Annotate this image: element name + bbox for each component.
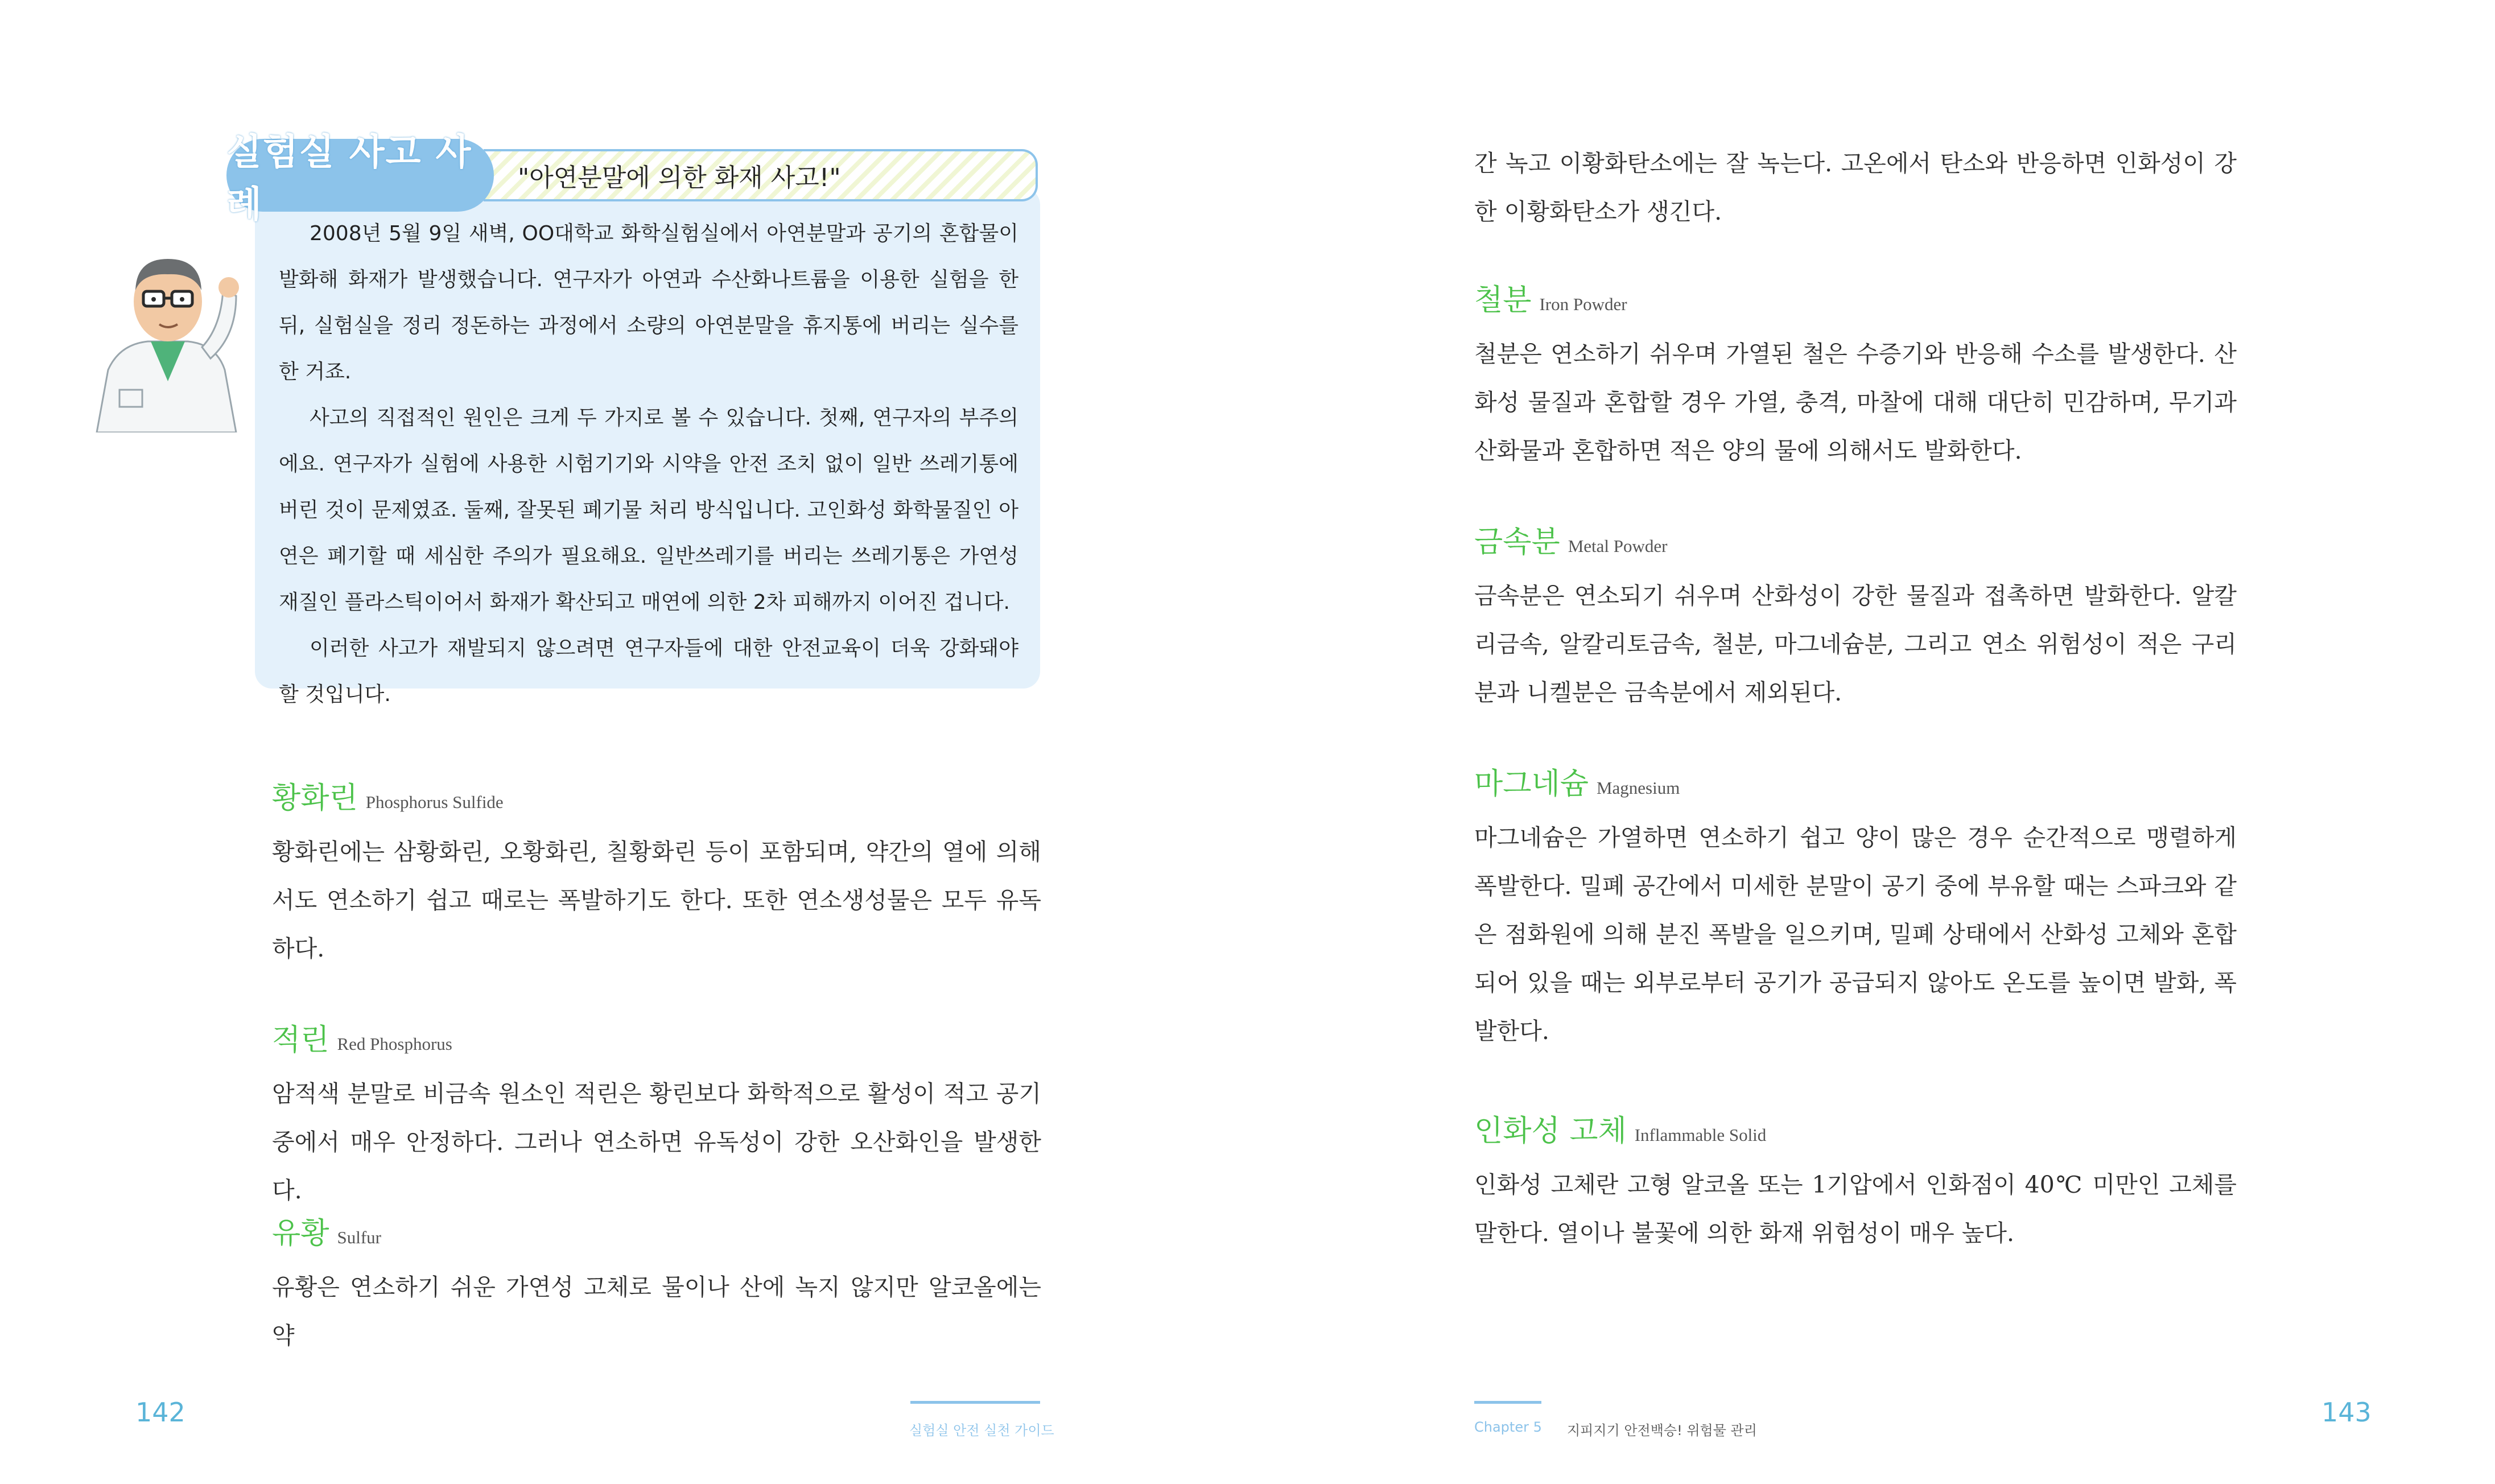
footer-chapter: Chapter 5 [1474, 1419, 1542, 1435]
section-title-en: Iron Powder [1539, 294, 1627, 314]
section-heading-magnesium [1474, 760, 1680, 802]
accident-case-tab [226, 131, 494, 226]
section-body-red-phosphorus: 암적색 분말로 비금속 원소인 적린은 황린보다 화학적으로 활성이 적고 공기 중에서 매우 안정하다. 그러나 연소하면 유독성이 강한 오산화인을 발생한다. [272, 1080, 1041, 1204]
left-page [0, 0, 1247, 1484]
section-body-metal-powder: 금속분은 연소되기 쉬우며 산화성이 강한 물질과 접촉하면 발화한다. 알칼리금속, 알칼리토금속, 철분, 마그네슘분, 그리고 연소 위험성이 적은 구리분과 니켈분은 금속분에서 제외된다. [1474, 582, 2237, 706]
section-title-en: Magnesium [1596, 778, 1680, 798]
footer-divider [910, 1401, 1040, 1404]
right-page [1247, 0, 2495, 1484]
section-title-en: Inflammable Solid [1634, 1125, 1767, 1145]
section-heading-phosphorus-sulfide [272, 774, 504, 817]
section-title-en: Sulfur [337, 1227, 381, 1247]
scientist-illustration [74, 228, 256, 432]
page-number: 142 [135, 1397, 185, 1428]
section-body-iron-powder: 철분은 연소하기 쉬우며 가열된 철은 수증기와 반응해 수소를 발생한다. 산화성 물질과 혼합할 경우 가열, 충격, 마찰에 대해 대단히 민감하며, 무기과산화물과 혼합하면 적은 양의 물에 의해서도 발화한다. [1474, 340, 2237, 464]
accident-case-paragraph: 사고의 직접적인 원인은 크게 두 가지로 볼 수 있습니다. 첫째, 연구자의 부주의에요. 연구자가 실험에 사용한 시험기기와 시약을 안전 조치 없이 일반 쓰레기통에 버린 것이 문제였죠. 둘째, 잘못된 폐기물 처리 방식입니다. 고인화성 화학물질인 아연은 폐기할 때 세심한 주의가 필요해요. 일반쓰레기를 버리는 쓰레기통은 가연성 재질인 플라스틱이어서 화재가 확산되고 매연에 의한 2차 피해까지 이어진 겁니다. [279, 406, 1018, 614]
footer-divider [1474, 1401, 1541, 1404]
section-body-magnesium: 마그네슘은 가열하면 연소하기 쉽고 양이 많은 경우 순간적으로 맹렬하게 폭발한다. 밀폐 공간에서 미세한 분말이 공기 중에 부유할 때는 스파크와 같은 점화원에 의해 분진 폭발을 일으키며, 밀폐 상태에서 산화성 고체와 혼합되어 있을 때는 외부로부터 공기가 공급되지 않아도 온도를 높이면 발화, 폭발한다. [1474, 824, 2237, 1045]
page-number: 143 [2321, 1397, 2372, 1428]
continued-paragraph: 간 녹고 이황화탄소에는 잘 녹는다. 고온에서 탄소와 반응하면 인화성이 강한 이황화탄소가 생긴다. [1474, 150, 2237, 225]
section-heading-red-phosphorus [272, 1016, 452, 1058]
section-body-phosphorus-sulfide: 황화린에는 삼황화린, 오황화린, 칠황화린 등이 포함되며, 약간의 열에 의해서도 연소하기 쉽고 때로는 폭발하기도 한다. 또한 연소생성물은 모두 유독하다. [272, 838, 1041, 962]
section-body-sulfur: 유황은 연소하기 쉬운 가연성 고체로 물이나 산에 녹지 않지만 알코올에는 약 [272, 1273, 1041, 1349]
section-heading-metal-powder [1474, 518, 1667, 560]
section-heading-iron-powder [1474, 276, 1627, 319]
section-title-en: Red Phosphorus [337, 1034, 452, 1054]
accident-case-title-bar [484, 149, 1038, 201]
footer-book-title: 실험실 안전 실천 가이드 [909, 1423, 1054, 1438]
section-heading-sulfur [272, 1209, 381, 1252]
section-title-ko: 마그네슘 [1474, 767, 1589, 801]
section-body-inflammable-solid: 인화성 고체란 고형 알코올 또는 1기압에서 인화점이 40℃ 미만인 고체를 말한다. 열이나 불꽃에 의한 화재 위험성이 매우 높다. [1474, 1171, 2237, 1247]
section-title-en: Phosphorus Sulfide [365, 792, 504, 812]
accident-case-paragraph: 이러한 사고가 재발되지 않으려면 연구자들에 대한 안전교육이 더욱 강화돼야 할 것입니다. [279, 637, 1018, 706]
section-title-ko: 금속분 [1474, 525, 1560, 559]
accident-case-paragraph: 2008년 5월 9일 새벽, OO대학교 화학실험실에서 아연분말과 공기의 혼합물이 발화해 화재가 발생했습니다. 연구자가 아연과 수산화나트륨을 이용한 실험을 한 뒤, 실험실을 정리 정돈하는 과정에서 소량의 아연분말을 휴지통에 버리는 실수를 한 거죠. [279, 222, 1018, 384]
accident-case-tab-label: 실험실 사고 사례 [226, 131, 472, 226]
section-title-ko: 적린 [272, 1023, 329, 1057]
section-heading-inflammable-solid [1474, 1107, 1766, 1149]
footer-chapter-title: 지피지기 안전백승! 위험물 관리 [1567, 1423, 1757, 1438]
section-title-en: Metal Powder [1568, 536, 1668, 556]
section-title-ko: 황화린 [272, 781, 358, 815]
section-title-ko: 인화성 고체 [1474, 1114, 1627, 1148]
accident-case-text [279, 211, 1018, 718]
accident-case-title: "아연분말에 의한 화재 사고!" [518, 163, 841, 192]
section-title-ko: 철분 [1474, 283, 1532, 318]
section-title-ko: 유황 [272, 1217, 329, 1251]
